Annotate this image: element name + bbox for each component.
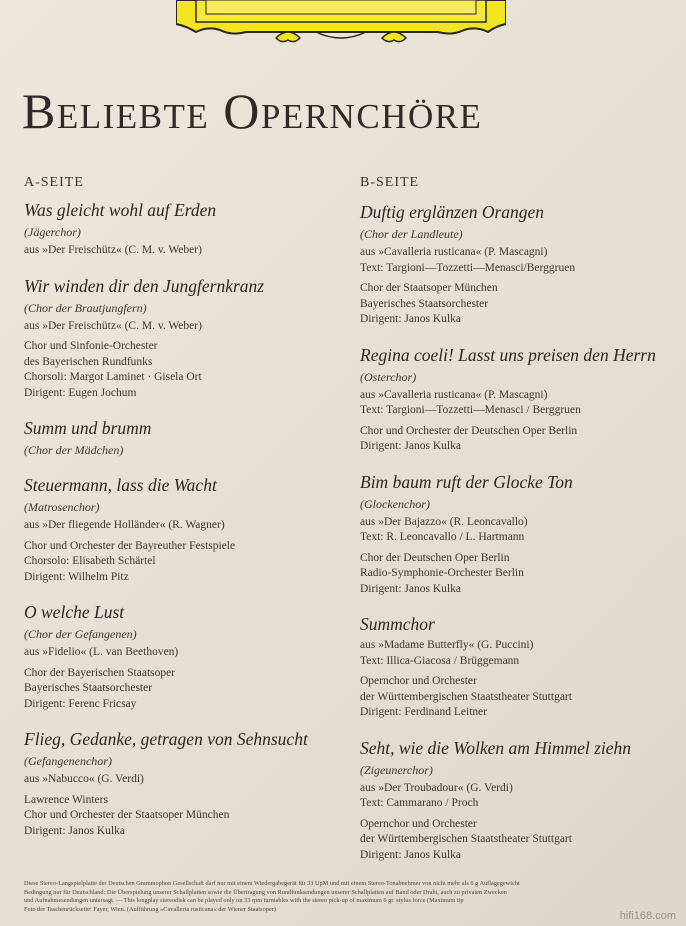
track-line: Text: Targioni—Tozzetti—Menasci/Berggruen [360, 261, 576, 274]
footnote-line: Diese Stereo-Langspielplatte der Deutschen Grammophon Gesellschaft darf nur mit einem Wiedergabegerät für 33 UpM und mit einem Stereo-Tonabnehmer von nicht mehr als 6 g Auflagegewicht [24, 880, 520, 887]
track-subtitle: (Chor der Landleute) [360, 227, 463, 241]
track-subtitle: (Gefangenenchor) [24, 754, 112, 768]
track-a5 [24, 602, 349, 712]
track-line: Chorsoli: Margot Laminet · Gisela Ort [24, 371, 202, 383]
footnote-line: Bedingung nur für Deutschland: Die Überspielung unserer Schallplatten sowie die Übertragung von Rundfunksendungen unserer Schallplatten auf Band oder Draht, auch zu privaten Zwecken [24, 888, 507, 896]
track-line: Dirigent: Eugen Jochum [24, 386, 137, 399]
track-line: Chor und Orchester der Staatsoper München [24, 809, 230, 821]
track-subtitle: (Zigeunerchor) [360, 762, 433, 777]
track-title: O welche Lust [24, 602, 125, 622]
track-line: aus »Der Bajazzo« (R. Leoncavallo) [360, 515, 528, 528]
side-a-column [24, 176, 349, 856]
track-line: Dirigent: Janos Kulka [360, 440, 461, 452]
track-line: Chor und Orchester der Deutschen Oper Berlin [360, 424, 578, 437]
track-line: aus »Der Freischütz« (C. M. v. Weber) [24, 319, 202, 332]
track-line: Radio-Symphonie-Orchester Berlin [360, 567, 524, 579]
track-title: Steuermann, lass die Wacht [24, 475, 217, 495]
track-b2 [360, 345, 680, 455]
track-line: Chor der Deutschen Oper Berlin [360, 551, 510, 564]
track-line: Dirigent: Ferenc Fricsay [24, 697, 137, 710]
track-line: der Württembergischen Staatstheater Stuttgart [360, 833, 572, 845]
track-line: Opernchor und Orchester [360, 675, 477, 687]
track-line: aus »Nabucco« (G. Verdi) [24, 773, 144, 785]
track-line: Bayerisches Staatsorchester [360, 297, 489, 310]
yellow-frame-ornament [176, 0, 506, 48]
track-line: Lawrence Winters [24, 793, 108, 806]
track-title: Summchor [360, 614, 435, 634]
track-title: Summ und brumm [24, 418, 152, 438]
track-line: aus »Cavalleria rusticana« (P. Mascagni) [360, 388, 548, 401]
track-line: Text: Illica-Giacosa / Brüggemann [360, 654, 520, 667]
track-title: Flieg, Gedanke, getragen von Sehnsucht [24, 729, 308, 749]
watermark: hifi168.com [619, 910, 676, 922]
track-subtitle: (Glockenchor) [360, 496, 430, 511]
track-line: Chor und Sinfonie-Orchester [24, 340, 158, 352]
track-line: aus »Cavalleria rusticana« (P. Mascagni) [360, 246, 548, 258]
track-line: Chor der Staatsoper München [360, 282, 498, 294]
track-line: Chor der Bayerischen Staatsoper [24, 666, 176, 679]
page-title: Beliebte Opernchöre [22, 83, 483, 139]
track-line: der Württembergischen Staatstheater Stuttgart [360, 690, 572, 703]
footnote-line: Foto der Taschenrückseite: Fayer, Wien. (Aufführung »Cavalleria rusticana« der Wiener Staatsoper) [24, 905, 276, 913]
track-line: Dirigent: Ferdinand Leitner [360, 706, 488, 718]
track-line: aus »Der Freischütz« (C. M. v. Weber) [24, 244, 202, 256]
track-line: Chor und Orchester der Bayreuther Festspiele [24, 539, 236, 552]
side-b-column [360, 176, 680, 880]
track-line: aus »Der fliegende Holländer« (R. Wagner) [24, 519, 225, 531]
track-line: Dirigent: Janos Kulka [24, 824, 125, 837]
track-title: Bim baum ruft der Glocke Ton [360, 471, 573, 492]
track-a3 [24, 418, 349, 458]
track-title: Wir winden dir den Jungfernkranz [24, 275, 265, 296]
track-line: Dirigent: Wilhelm Pitz [24, 570, 129, 583]
track-subtitle: (Chor der Brautjungfern) [24, 300, 147, 315]
track-line: Dirigent: Janos Kulka [360, 582, 461, 595]
track-a1 [24, 200, 349, 259]
track-line: Text: Cammarano / Proch [360, 797, 479, 809]
track-line: aus »Der Troubadour« (G. Verdi) [360, 781, 513, 794]
track-b5 [360, 738, 680, 864]
track-a2 [24, 276, 349, 402]
track-line: Dirigent: Janos Kulka [360, 848, 461, 861]
track-a4 [24, 475, 349, 585]
track-subtitle: (Chor der Gefangenen) [24, 627, 137, 641]
track-b4 [360, 614, 680, 721]
track-b3 [360, 472, 680, 598]
track-line: Text: R. Leoncavallo / L. Hartmann [360, 531, 525, 543]
track-line: Bayerisches Staatsorchester [24, 682, 153, 694]
track-line: Chorsolo: Elisabeth Schärtel [24, 555, 156, 567]
track-title: Regina coeli! Lasst uns preisen den Herrn [360, 344, 656, 365]
track-line: Text: Targioni—Tozzetti—Menasci / Berggruen [360, 404, 581, 416]
track-line: aus »Madame Butterfly« (G. Puccini) [360, 639, 534, 651]
track-subtitle: (Osterchor) [360, 369, 417, 384]
side-b-label: B-SEITE [360, 175, 420, 190]
footnote-line: und Aufnahmesendungen untersagt. — This longplay stereodisk can be played only on 33 rpm turntables with the stereo pick-up of maximum 6 gr. stylus force (Maximum tip [24, 897, 464, 904]
legal-footnote [24, 880, 684, 914]
track-subtitle: (Jägerchor) [24, 225, 81, 239]
track-subtitle: (Matrosenchor) [24, 500, 100, 514]
track-title: Was gleicht wohl auf Erden [24, 200, 217, 220]
track-title: Seht, wie die Wolken am Himmel ziehn [360, 737, 632, 758]
track-title: Duftig erglänzen Orangen [360, 202, 545, 222]
track-subtitle: (Chor der Mädchen) [24, 443, 124, 457]
track-line: Opernchor und Orchester [360, 817, 477, 830]
track-a6 [24, 729, 349, 839]
side-a-label: A-SEITE [24, 175, 84, 190]
track-b1 [360, 202, 680, 328]
track-line: des Bayerischen Rundfunks [24, 355, 153, 368]
frame-ornament-icon [176, 0, 506, 48]
track-line: Dirigent: Janos Kulka [360, 313, 461, 325]
track-line: aus »Fidelio« (L. van Beethoven) [24, 646, 179, 658]
